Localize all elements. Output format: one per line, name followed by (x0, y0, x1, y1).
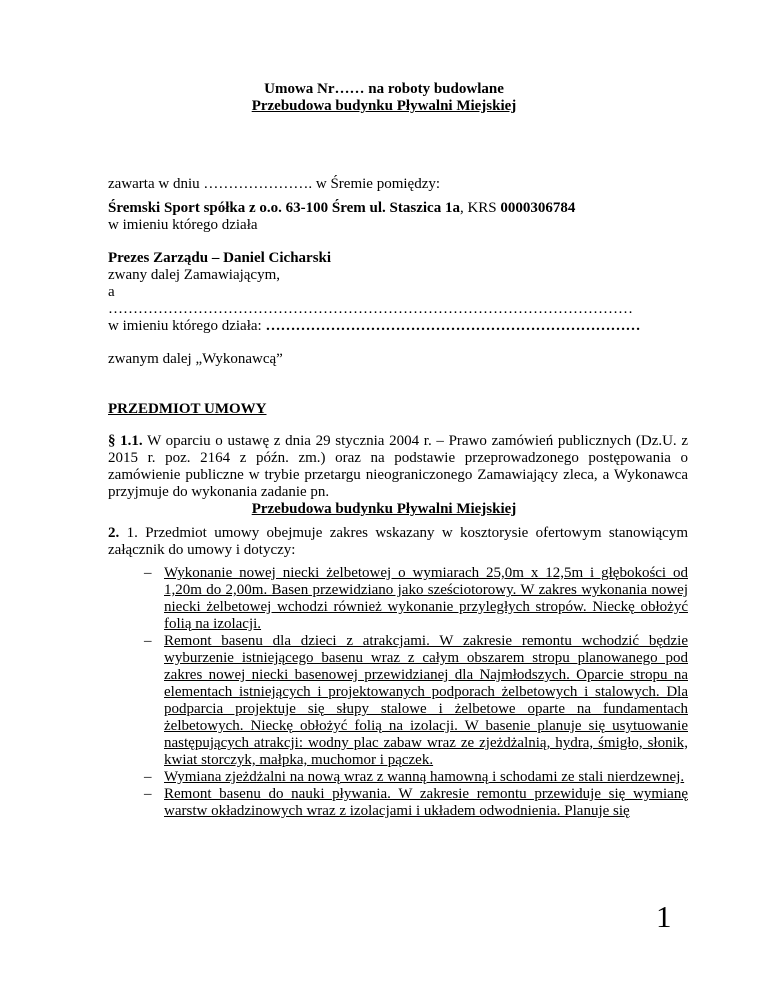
paragraph-1-1-number: § 1.1. (108, 433, 143, 449)
list-item-text: Remont basenu do nauki pływania. W zakresie remontu przewiduje się wymianę warstw okładzinowych wraz z izolacjami i układem odwodnienia. Planuje się (164, 786, 688, 819)
scope-list (108, 565, 688, 820)
list-item-text: Wykonanie nowej niecki żelbetowej o wymiarach 25,0m x 12,5m i głębokości od 1,20m do 2,00m. Basen przewidziano jako sześciotorowy. W zakres wykonania nowej niecki żelbetowej wchodzi również wykonanie przyległych stropów. Nieckę obłożyć folią na izolacji. (164, 565, 688, 632)
krs-label: , KRS (459, 200, 501, 216)
client-ceo: Prezes Zarządu – Daniel Cicharski (108, 250, 332, 266)
list-item (108, 769, 688, 786)
contract-date-line: zawarta w dniu …………………. w Śremie pomiędzy: (108, 176, 441, 192)
and-connector: a (108, 284, 115, 300)
contractor-represented-blank: ………………………………………………………………… (265, 318, 641, 334)
list-item (108, 565, 688, 633)
client-represented-by: w imieniu którego działa (108, 217, 258, 233)
list-item-text: Remont basenu dla dzieci z atrakcjami. W zakresie remontu wchodzić będzie wyburzenie istniejącego basenu wraz z całym obszarem stropu planowanego pod zakres nowej niecki basenowej przewidzianej dla Najmłodszych. Oparcie stropu na elementach istniejących i projektowanych podporach żelbetowych i stalowych. Dla podparcia projektuje się słupy stalowe i żelbetowe oparte na fundamentach żelbetowych. Nieckę obłożyć folią na izolacji. W basenie planuje się usytuowanie następujących atrakcji: wodny plac zabaw wraz ze zjeżdżalnią, hydra, śmigło, słonik, kwiat storczyk, małpka, muchomor i pączek. (164, 633, 688, 768)
list-dash: – (144, 769, 152, 785)
paragraph-2-number: 2. (108, 525, 120, 541)
paragraph-2 (108, 525, 688, 559)
contractor-represented-line (108, 318, 688, 335)
list-dash: – (144, 786, 152, 802)
task-name: Przebudowa budynku Pływalni Miejskiej (251, 501, 517, 517)
contract-subject-title: Przebudowa budynku Pływalni Miejskiej (251, 98, 517, 114)
contractor-called: zwanym dalej „Wykonawcą” (108, 351, 283, 367)
paragraph-1-1-text: W oparciu o ustawę z dnia 29 stycznia 2004 r. – Prawo zamówień publicznych (Dz.U. z 2015 r. poz. 2164 z późn. zm.) oraz na podstawie przeprowadzonego postępowania o zamówienie publiczne w trybie przetargu nieograniczonego Zamawiający zleca, a Wykonawca przyjmuje do wykonania zadanie pn. (108, 433, 689, 500)
list-item (108, 786, 688, 820)
client-company-name: Śremski Sport spółka z o.o. 63-100 Śrem ul. Staszica 1a (108, 200, 460, 216)
krs-number: 0000306784 (500, 200, 576, 216)
client-called: zwany dalej Zamawiającym, (108, 267, 281, 283)
list-item (108, 633, 688, 769)
contract-title: Umowa Nr…… na roboty budowlane (264, 81, 504, 97)
list-item-text: Wymiana zjeżdżalni na nową wraz z wanną hamowną i schodami ze stali nierdzewnej. (164, 769, 685, 785)
section-heading: PRZEDMIOT UMOWY (108, 401, 267, 417)
page-number: 1 (656, 899, 672, 934)
contractor-represented-label: w imieniu którego działa: (108, 318, 266, 334)
paragraph-1-1 (108, 433, 688, 501)
contractor-blank-line: …………………………………………………………………………………………… (108, 301, 633, 317)
list-dash: – (144, 565, 152, 581)
list-dash: – (144, 633, 152, 649)
client-company-line (108, 200, 688, 217)
paragraph-2-text: 1. Przedmiot umowy obejmuje zakres wskazany w kosztorysie ofertowym stanowiącym załącznik do umowy i dotyczy: (108, 525, 688, 558)
